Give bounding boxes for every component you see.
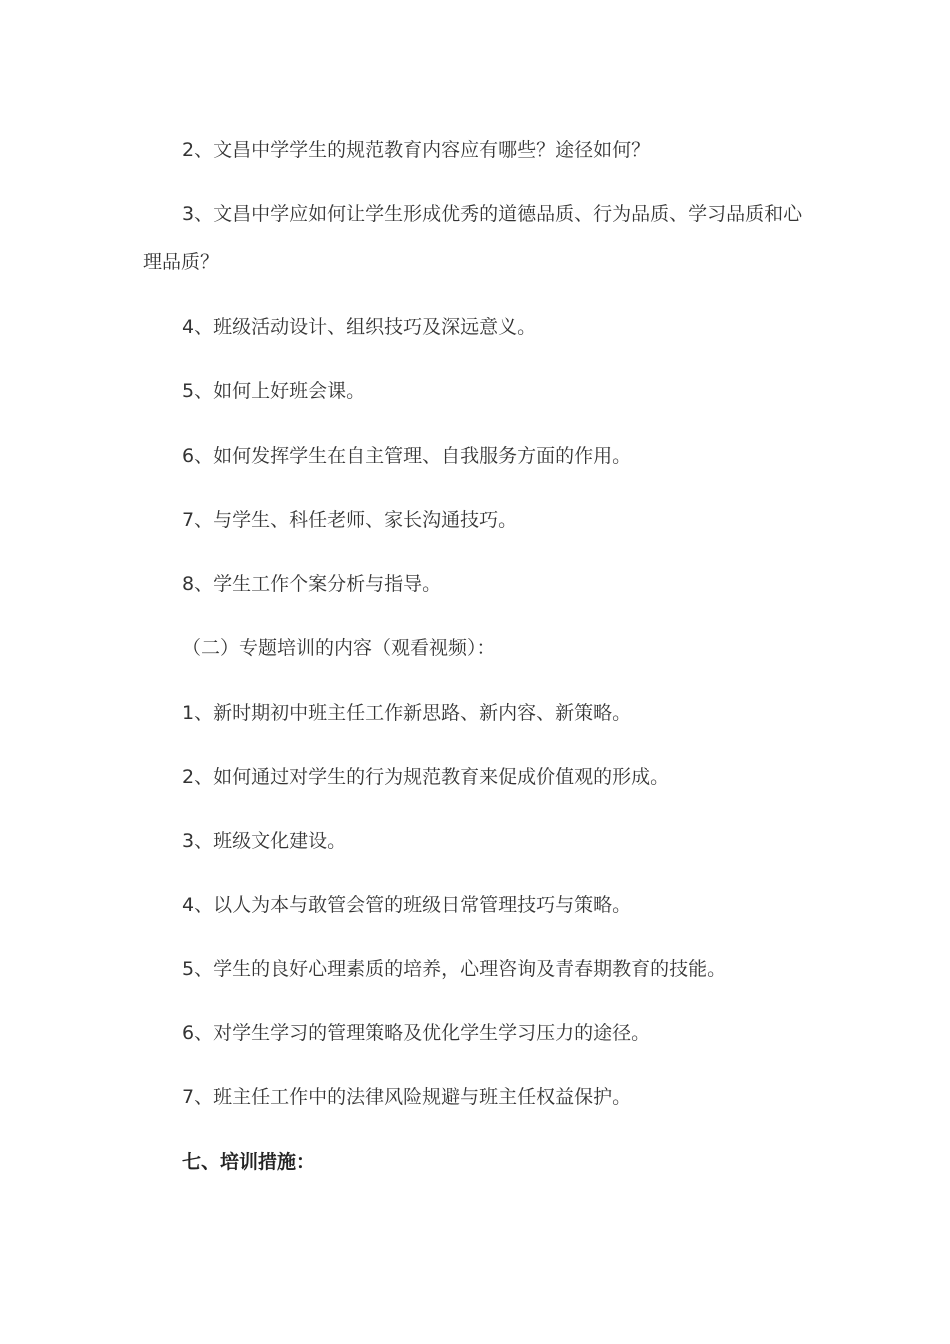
- subsection-heading: （二）专题培训的内容（观看视频）：: [182, 637, 496, 659]
- paragraph-12: 5、学生的良好心理素质的培养，心理咨询及青春期教育的技能。: [182, 958, 727, 980]
- paragraph-11: 4、以人为本与敢管会管的班级日常管理技巧与策略。: [182, 894, 632, 916]
- paragraph-4: 5、如何上好班会课。: [182, 380, 366, 402]
- paragraph-13: 6、对学生学习的管理策略及优化学生学习压力的途径。: [182, 1022, 651, 1044]
- paragraph-6: 7、与学生、科任老师、家长沟通技巧。: [182, 509, 518, 531]
- paragraph-9: 2、如何通过对学生的行为规范教育来促成价值观的形成。: [182, 766, 670, 788]
- paragraph-5: 6、如何发挥学生在自主管理、自我服务方面的作用。: [182, 445, 632, 467]
- paragraph-1: 2、文昌中学学生的规范教育内容应有哪些？途径如何？: [182, 139, 651, 161]
- paragraph-3: 4、班级活动设计、组织技巧及深远意义。: [182, 316, 537, 338]
- paragraph-8: 1、新时期初中班主任工作新思路、新内容、新策略。: [182, 702, 632, 724]
- section-heading: 七、培训措施：: [182, 1151, 316, 1173]
- paragraph-10: 3、班级文化建设。: [182, 830, 347, 852]
- paragraph-14: 7、班主任工作中的法律风险规避与班主任权益保护。: [182, 1086, 632, 1108]
- paragraph-2: 3、文昌中学应如何让学生形成优秀的道德品质、行为品质、学习品质和心理品质？: [143, 203, 803, 273]
- paragraph-7: 8、学生工作个案分析与指导。: [182, 573, 442, 595]
